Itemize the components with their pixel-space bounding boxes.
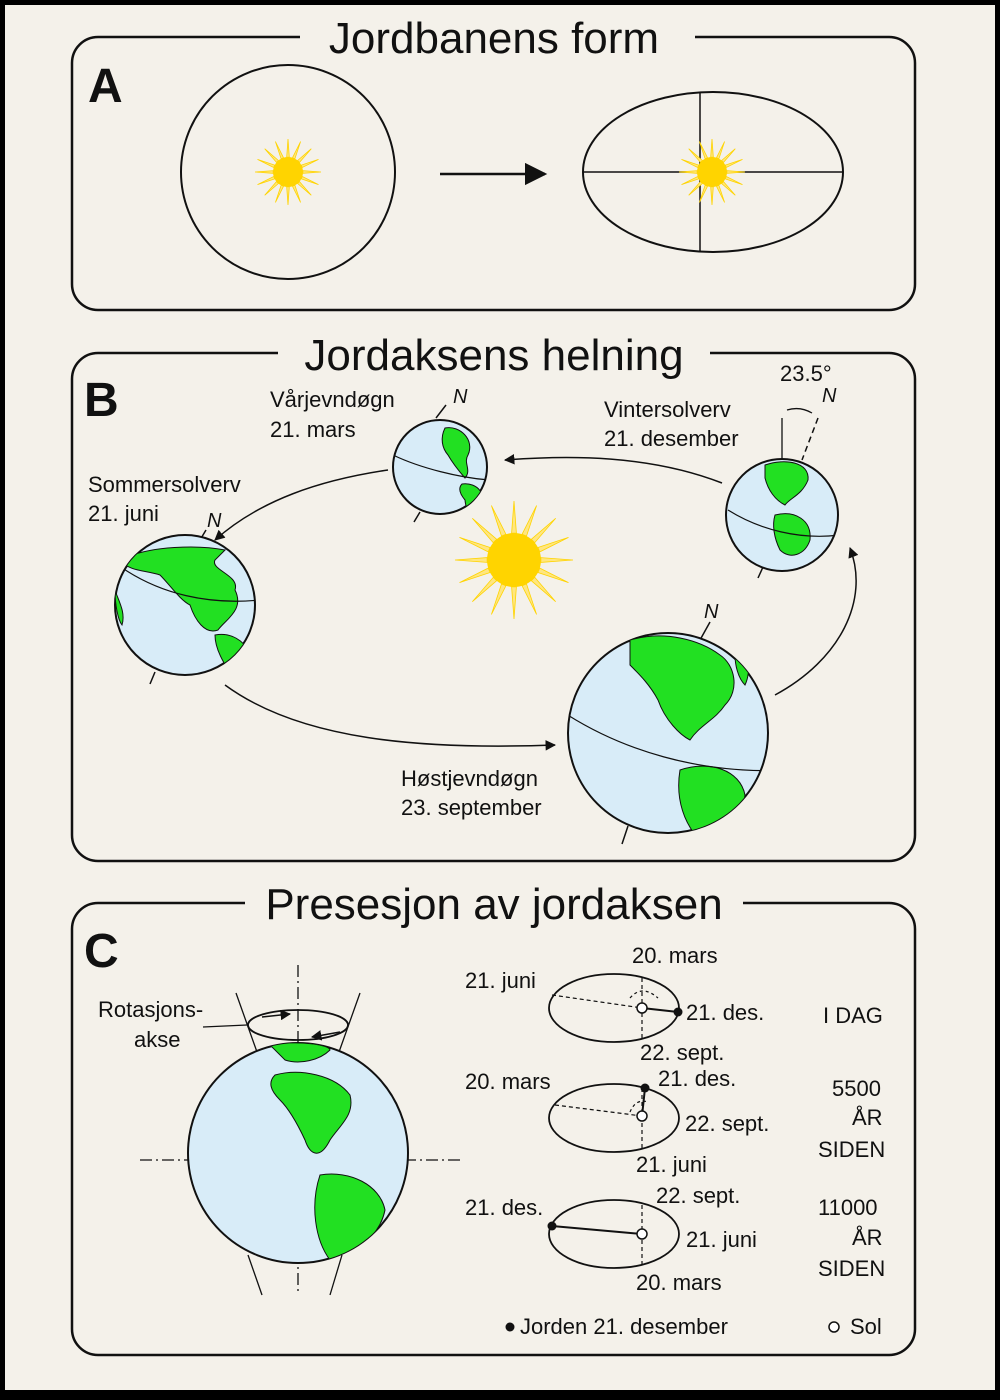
winter-label-date: 21. desember (604, 426, 739, 451)
orbit-age-label: SIDEN (818, 1256, 886, 1281)
orbit-age-label: 11000 (818, 1195, 878, 1220)
sun-marker-icon (829, 1322, 839, 1332)
sun-icon (455, 501, 573, 619)
spring-label-date: 21. mars (270, 417, 356, 442)
orbit-age-label: SIDEN (818, 1137, 886, 1162)
legend-earth-label: Jorden 21. desember (520, 1314, 728, 1339)
orbit-age-label: ÅR (852, 1225, 883, 1250)
orbit-label: 22. sept. (656, 1183, 741, 1208)
panel-c-title: Presesjon av jordaksen (265, 880, 723, 929)
orbit-label: 21. des. (686, 1000, 765, 1025)
autumn-label-name: Høstjevndøgn (401, 766, 538, 791)
panel-a-letter: A (88, 60, 123, 113)
summer-label-name: Sommersolverv (88, 472, 241, 497)
orbit-label: 21. des. (465, 1195, 544, 1220)
tilt-angle-label: 23.5° (780, 361, 832, 386)
panel-b-title: Jordaksens helning (304, 331, 684, 380)
orbit-label: 22. sept. (685, 1111, 770, 1136)
orbit-age-label: ÅR (852, 1105, 883, 1130)
panel-b-letter: B (84, 374, 119, 427)
orbit-label: 21. juni (686, 1227, 757, 1252)
legend-sun-label: Sol (850, 1314, 882, 1339)
orbit-label: 20. mars (465, 1069, 551, 1094)
autumn-label-date: 23. september (401, 795, 542, 820)
panel-a-title: Jordbanens form (328, 14, 660, 63)
north-label: N (207, 510, 222, 532)
orbit-label: 21. des. (658, 1066, 737, 1091)
sun-icon (255, 139, 321, 205)
earth-marker-icon (506, 1323, 515, 1332)
orbit-age-label: I DAG (823, 1003, 883, 1028)
north-label: N (704, 601, 719, 623)
orbit-label: 21. juni (636, 1152, 707, 1177)
north-label: N (822, 385, 837, 407)
summer-label-date: 21. juni (88, 501, 159, 526)
rotation-axis-label: akse (134, 1027, 181, 1052)
orbit-label: 20. mars (636, 1270, 722, 1295)
orbit-label: 21. juni (465, 968, 536, 993)
page-background (5, 5, 995, 1390)
spring-label-name: Vårjevndøgn (270, 387, 395, 412)
orbit-age-label: 5500 (832, 1076, 881, 1101)
rotation-axis-label: Rotasjons- (98, 997, 204, 1022)
winter-label-name: Vintersolverv (604, 397, 731, 422)
panel-c-letter: C (84, 925, 119, 978)
orbit-label: 22. sept. (640, 1040, 725, 1065)
north-label: N (453, 386, 468, 408)
orbit-label: 20. mars (632, 943, 718, 968)
sun-icon (679, 139, 745, 205)
